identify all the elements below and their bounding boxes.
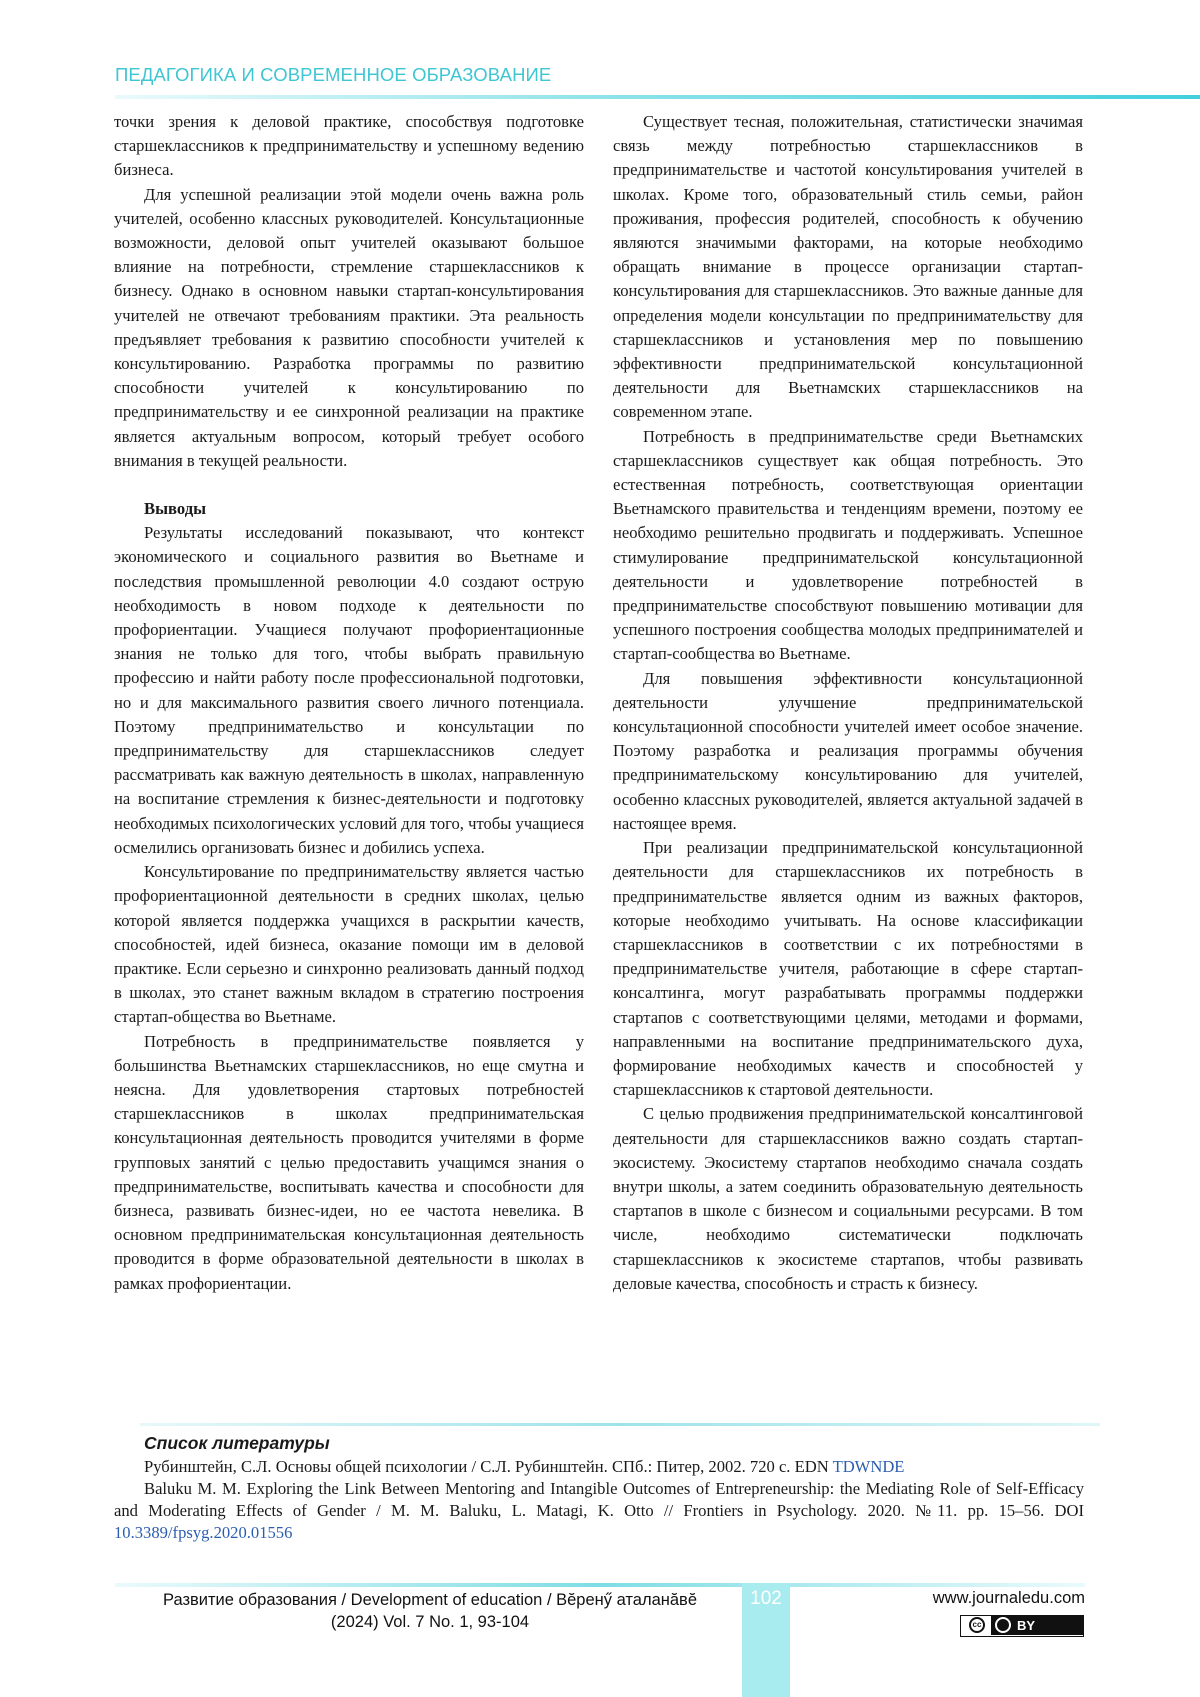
attribution-person-icon	[995, 1617, 1011, 1633]
right-paragraph-1: Существует тесная, положительная, статистически значимая связь между потребностью старшеклассников в предпринимательстве и частотой консультирования учителей в школах. Кроме того, образовательный стиль семьи, район проживания, профессия родителей, способность к обучению являются значимыми факторами, на которые необходимо обращать внимание в процессе организации стартап-консультирования для старшеклассников. Это важные данные для определения модели консультации по предпринимательству для старшеклассников и установления мер по повышению эффективности предпринимательской консультационной деятельности для Вьетнамских старшеклассников на современном этапе.	[613, 112, 1083, 422]
left-paragraph-4: Консультирование по предпринимательству является частью профориентационной деятельности в средних школах, целью которой является поддержка учащихся в раскрытии качеств, способностей, идей бизнеса, оказание помощи им в деловой практике. Если серьезно и синхронно реализовать данный подход в школах, это станет важным вкладом в стратегию построения стартап-общества во Вьетнаме.	[114, 862, 584, 1027]
conclusions-heading: Выводы	[144, 499, 207, 519]
header-rule	[115, 95, 1200, 99]
right-paragraph-3: Для повышения эффективности консультационной деятельности улучшение предпринимательской консультационной способности учителей имеет особое значение. Поэтому разработка и реализация программы обучения предпринимательскому консультированию для учителей, особенно классных руководителей, является актуальной задачей в настоящее время.	[613, 668, 1083, 833]
cc-by-label: BY	[1017, 1618, 1036, 1633]
reference-1-edn-link[interactable]: TDWNDE	[832, 1457, 905, 1476]
footer-citation	[130, 1589, 730, 1633]
reference-item-2	[114, 1478, 1084, 1544]
left-paragraph-3: Результаты исследований показывают, что контекст экономического и социального развития во Вьетнаме и последствия промышленной революции 4.0 создают острую необходимость в новом подходе к деятельности по профориентации. Учащиеся получают профориентационные знания не только для того, чтобы выбрать правильную профессию и найти работу после профессиональной подготовки, но и для максимального развития своего личного потенциала. Поэтому предпринимательство и консультации по предпринимательству для старшеклассников следует рассматривать как важную деятельность в школах, направленную на воспитание стремления к бизнес-деятельности и подготовку необходимых психологических условий для того, чтобы учащиеся осмелились организовать бизнес и добились успеха.	[114, 523, 584, 857]
right-column	[613, 110, 1083, 1296]
reference-2-text: Baluku M. M. Exploring the Link Between Mentoring and Intangible Outcomes of Entrepreneurship: the Mediating Role of Self-Efficacy and Moderating Effects of Gender / M. M. Baluku, L. Matagi, K. Otto // Frontiers in Psychology. 2020. №11. pp. 15–56. DOI	[114, 1479, 1084, 1520]
reference-item-1	[114, 1456, 1084, 1478]
left-paragraph-5: Потребность в предпринимательстве появляется у большинства Вьетнамских старшеклассников, но еще смутна и неясна. Для удовлетворения стартовых потребностей старшеклассников в школах предпринимательская консультационная деятельность проводится учителями в форме групповых занятий с целью предоставить учащимся знания о предпринимательстве, воспитывать качества и способности для бизнеса, развивать бизнес-идеи, но ее частота невелика. В основном предпринимательская консультационная деятельность проводится в форме образовательной деятельности в школах в рамках профориентации.	[114, 1031, 584, 1293]
footer-citation-line-2: (2024) Vol. 7 No. 1, 93-104	[330, 1613, 530, 1631]
left-paragraph-2: Для успешной реализации этой модели очень важна роль учителей, особенно классных руководителей. Консультационные возможности, деловой опыт учителей оказывают большое влияние на потребности, стремление старшеклассников к бизнесу. Однако в основном навыки стартап-консультирования учителей не отвечают требованиям практики. Эта реальность предъявляет требования к развитию способности учителей к консультированию. Разработка программы по развитию способности учителей к консультированию по предпринимательству и ее синхронной реализации на практике является актуальным вопросом, который требует особого внимания в текущей реальности.	[114, 184, 584, 470]
right-paragraph-4: При реализации предпринимательской консультационной деятельности для старшеклассников их потребность в предпринимательстве является одним из важных факторов, которые необходимо учитывать. На основе классификации старшеклассников в соответствии с их потребностями в предпринимательстве учителя, работающие в сфере стартап-консалтинга, могут разрабатывать программы поддержки стартапов с соответствующими целями, методами и формами, направленными на воспитание предпринимательского духа, формирование необходимых качеств и способностей у старшеклассников к стартовой деятельности.	[613, 838, 1083, 1100]
footer-website-link[interactable]: www.journaledu.com	[932, 1589, 1085, 1607]
references-divider	[140, 1423, 1100, 1426]
footer-rule	[115, 1583, 1085, 1587]
cc-by-license-badge[interactable]	[960, 1615, 1084, 1637]
right-paragraph-2: Потребность в предпринимательстве среди Вьетнамских старшеклассников существует как общая потребность. Это естественная потребность, соответствующая ориентации Вьетнамского правительства и тенденциям времени, поэтому ее необходимо решительно продвигать и поддерживать. Успешное стимулирование предпринимательской консультационной деятельности и удовлетворение потребностей в предпринимательстве способствуют повышению мотивации для успешного построения сообщества молодых предпринимателей и стартап-сообщества во Вьетнаме.	[613, 426, 1083, 664]
right-paragraph-5: С целью продвижения предпринимательской консалтинговой деятельности для старшеклассников важно создать стартап-экосистему. Экосистему стартапов необходимо сначала создать внутри школы, а затем соединить образовательную деятельность стартапов в школе с бизнесом и социальными ресурсами. В том числе, необходимо систематически подключать старшеклассников к экосистеме стартапов, чтобы развивать деловые качества, способность и страсть к бизнесу.	[613, 1104, 1083, 1293]
footer-citation-line-1: Развитие образования / Development of education / Вĕренӳ аталанăвĕ	[163, 1591, 697, 1609]
journal-section-title: ПЕДАГОГИКА И СОВРЕМЕННОЕ ОБРАЗОВАНИЕ	[115, 64, 552, 85]
creative-commons-icon: cc	[969, 1617, 985, 1633]
left-column	[114, 110, 584, 1296]
reference-1-text: Рубинштейн, С.Л. Основы общей психологии / С.Л. Рубинштейн. СПб.: Питер, 2002. 720 с. EDN	[144, 1457, 833, 1476]
references-heading: Список литературы	[144, 1433, 330, 1453]
page-number: 102	[750, 1588, 782, 1609]
references-section	[114, 1432, 1084, 1544]
reference-2-doi-link[interactable]: 10.3389/fpsyg.2020.01556	[114, 1523, 293, 1542]
left-paragraph-1: точки зрения к деловой практике, способствуя подготовке старшеклассников к предпринимательству и успешному ведению бизнеса.	[114, 112, 584, 180]
